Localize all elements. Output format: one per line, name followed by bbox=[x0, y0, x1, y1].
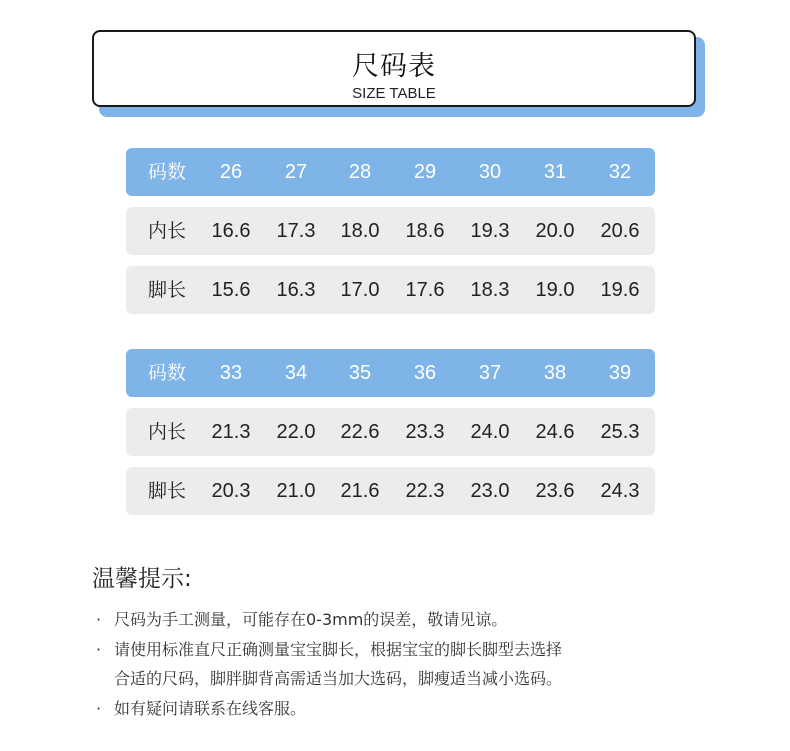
table-cell: 21.6 bbox=[340, 480, 380, 502]
table-cell: 17.6 bbox=[405, 279, 445, 301]
header-label: 码数 bbox=[147, 362, 186, 384]
table-cell: 25.3 bbox=[600, 421, 640, 443]
tip-text: 请使用标准直尺正确测量宝宝脚长，根据宝宝的脚长脚型去选择 bbox=[114, 640, 563, 659]
bullet: · bbox=[96, 640, 102, 659]
table-cell: 20.3 bbox=[211, 480, 251, 502]
size-cell: 27 bbox=[284, 161, 308, 183]
row-label: 脚长 bbox=[147, 279, 186, 301]
table-cell: 20.0 bbox=[535, 220, 575, 242]
size-cell: 33 bbox=[219, 362, 243, 384]
page-subtitle: SIZE TABLE bbox=[352, 85, 436, 102]
table-cell: 24.0 bbox=[470, 421, 510, 443]
row-label: 内长 bbox=[147, 220, 186, 242]
table-cell: 19.6 bbox=[600, 279, 640, 301]
table-cell: 23.0 bbox=[470, 480, 510, 502]
table-cell: 16.6 bbox=[211, 220, 251, 242]
table-cell: 23.6 bbox=[535, 480, 575, 502]
table-cell: 18.6 bbox=[405, 220, 445, 242]
table-cell: 17.0 bbox=[340, 279, 380, 301]
header-label: 码数 bbox=[147, 161, 186, 183]
table-cell: 20.6 bbox=[600, 220, 640, 242]
table-cell: 15.6 bbox=[211, 279, 251, 301]
size-cell: 29 bbox=[413, 161, 437, 183]
table-cell: 23.3 bbox=[405, 421, 445, 443]
table-2-inner-length-row bbox=[126, 408, 655, 456]
tip-item-continuation bbox=[114, 667, 562, 691]
tips-title: 温馨提示: bbox=[92, 566, 192, 592]
table-cell: 21.0 bbox=[276, 480, 316, 502]
table-cell: 22.6 bbox=[340, 421, 380, 443]
size-cell: 34 bbox=[284, 362, 308, 384]
tip-item bbox=[96, 638, 562, 662]
tip-text: 尺码为手工测量，可能存在0-3mm的误差，敬请见谅。 bbox=[114, 610, 508, 629]
table-cell: 18.3 bbox=[470, 279, 510, 301]
tip-item bbox=[96, 608, 507, 632]
size-cell: 38 bbox=[543, 362, 567, 384]
table-cell: 19.3 bbox=[470, 220, 510, 242]
table-cell: 21.3 bbox=[211, 421, 251, 443]
size-cell: 28 bbox=[348, 161, 372, 183]
table-2-header-row bbox=[126, 349, 655, 397]
size-cell: 26 bbox=[219, 161, 243, 183]
tip-text: 如有疑问请联系在线客服。 bbox=[114, 699, 307, 718]
size-cell: 32 bbox=[608, 161, 632, 183]
table-cell: 22.3 bbox=[405, 480, 445, 502]
row-label: 脚长 bbox=[147, 480, 186, 502]
table-2-foot-length-row bbox=[126, 467, 655, 515]
table-cell: 24.6 bbox=[535, 421, 575, 443]
table-1-foot-length-row bbox=[126, 266, 655, 314]
tip-text: 合适的尺码，脚胖脚背高需适当加大选码，脚瘦适当减小选码。 bbox=[114, 669, 563, 688]
title-box bbox=[92, 30, 696, 107]
size-cell: 39 bbox=[608, 362, 632, 384]
size-cell: 36 bbox=[413, 362, 437, 384]
table-cell: 19.0 bbox=[535, 279, 575, 301]
bullet: · bbox=[96, 699, 102, 718]
size-cell: 35 bbox=[348, 362, 372, 384]
table-cell: 17.3 bbox=[276, 220, 316, 242]
table-cell: 18.0 bbox=[340, 220, 380, 242]
table-cell: 16.3 bbox=[276, 279, 316, 301]
table-1-header-row bbox=[126, 148, 655, 196]
table-cell: 22.0 bbox=[276, 421, 316, 443]
size-cell: 30 bbox=[478, 161, 502, 183]
tip-item bbox=[96, 697, 306, 721]
page-title: 尺码表 bbox=[352, 51, 436, 82]
size-cell: 31 bbox=[543, 161, 567, 183]
size-cell: 37 bbox=[478, 362, 502, 384]
table-cell: 24.3 bbox=[600, 480, 640, 502]
bullet: · bbox=[96, 610, 102, 629]
table-1-inner-length-row bbox=[126, 207, 655, 255]
row-label: 内长 bbox=[147, 421, 186, 443]
